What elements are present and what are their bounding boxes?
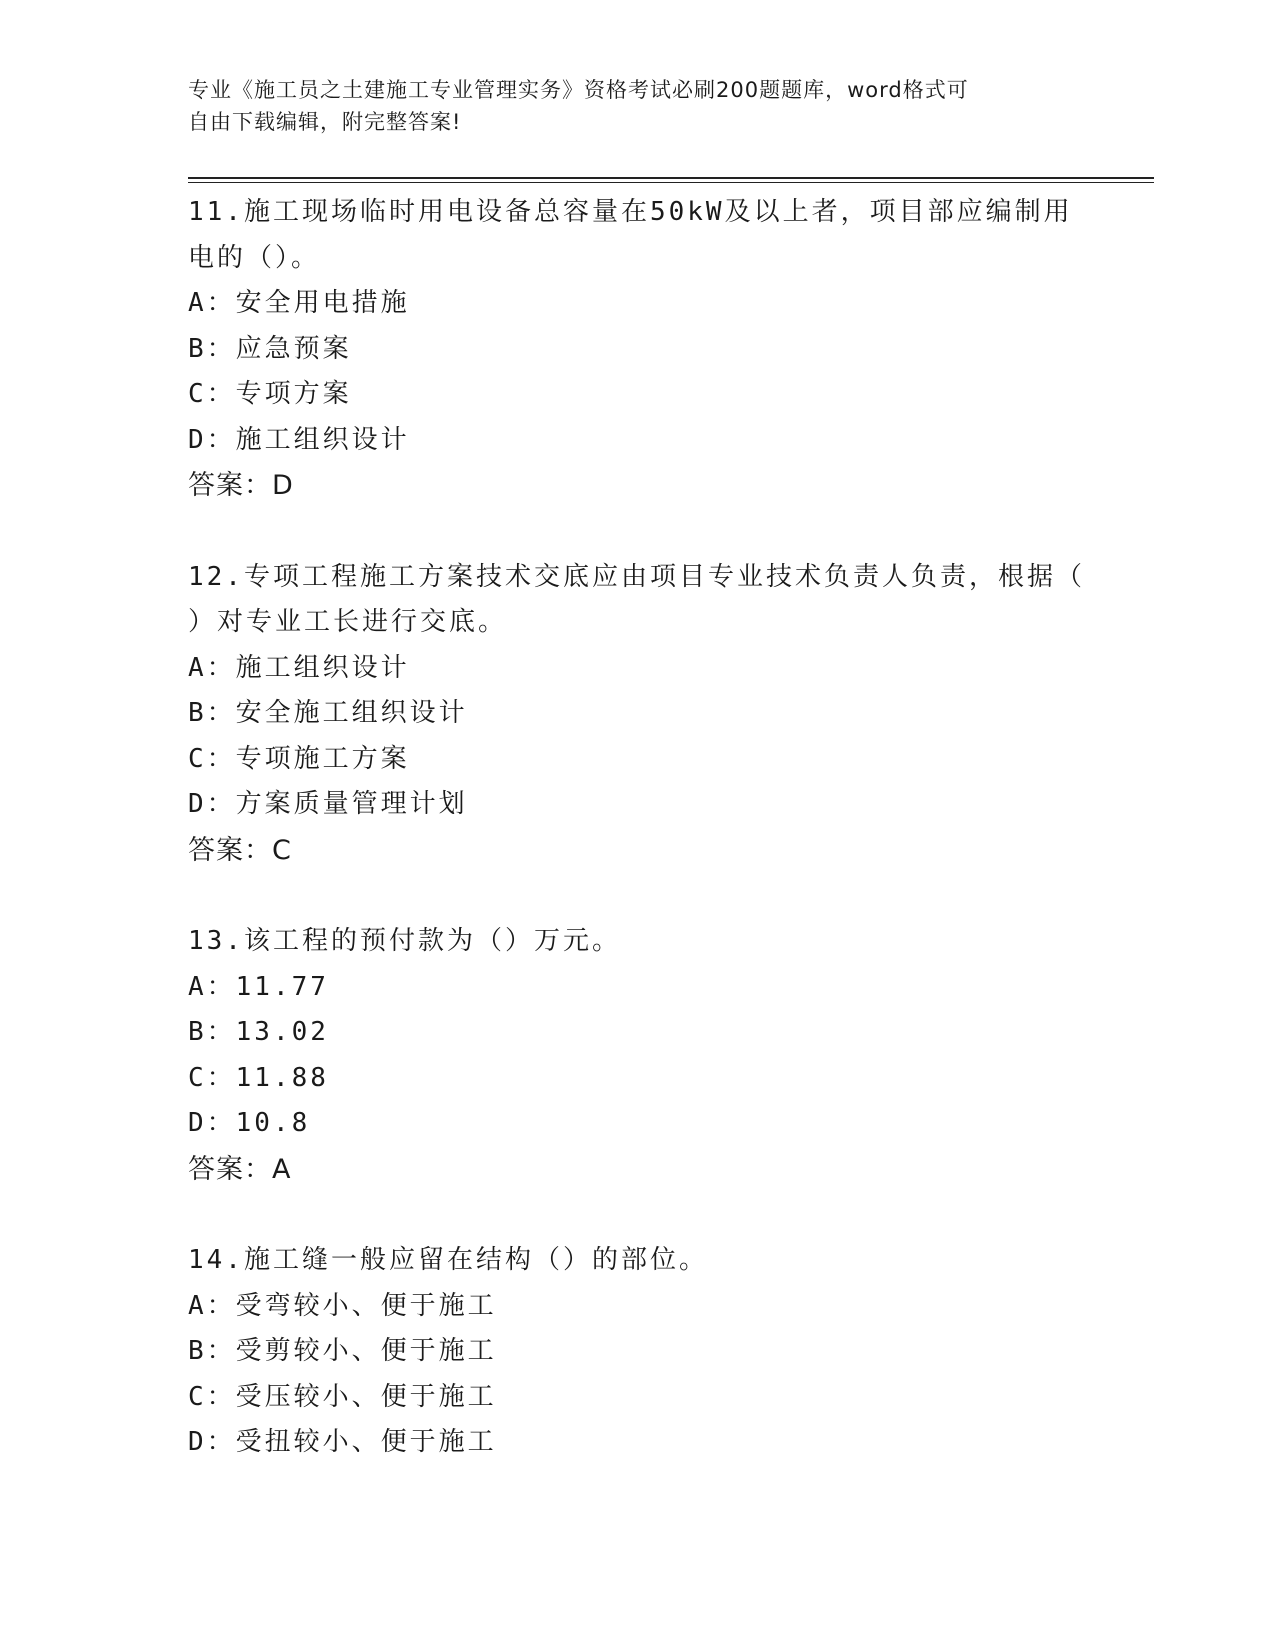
question-stem-line: 电的（）。 <box>188 242 321 273</box>
option-c: C：11.88 <box>188 1062 329 1093</box>
option-c: C：受压较小、便于施工 <box>188 1381 497 1412</box>
question-stem-line: 11.施工现场临时用电设备总容量在50kW及以上者，项目部应编制用 <box>188 197 1073 227</box>
option-a: A：受弯较小、便于施工 <box>188 1290 497 1321</box>
option-d: D：方案质量管理计划 <box>188 789 468 819</box>
option-d: D：施工组织设计 <box>188 424 410 455</box>
option-d: D：受扭较小、便于施工 <box>188 1427 497 1457</box>
question-stem-line: ）对专业工长进行交底。 <box>188 607 508 637</box>
option-b: B：13.02 <box>188 1017 329 1047</box>
option-b: B：应急预案 <box>188 333 352 364</box>
answer-line: 答案：D <box>188 470 294 501</box>
option-a: A：11.77 <box>188 971 329 1002</box>
header-line-1: 专业《施工员之土建施工专业管理实务》资格考试必刷200题题库，word格式可 <box>188 78 969 102</box>
question-13 <box>188 919 1088 1192</box>
question-14 <box>188 1238 1088 1466</box>
option-c: C：专项施工方案 <box>188 743 410 774</box>
question-12 <box>188 555 1088 874</box>
option-d: D：10.8 <box>188 1108 311 1138</box>
header-line-2: 自由下载编辑，附完整答案! <box>188 110 462 134</box>
option-b: B：受剪较小、便于施工 <box>188 1336 497 1366</box>
header-divider-thin <box>188 182 1154 183</box>
question-stem-line: 14.施工缝一般应留在结构（）的部位。 <box>188 1245 708 1275</box>
option-a: A：安全用电措施 <box>188 288 410 318</box>
answer-line: 答案：C <box>188 834 292 866</box>
option-b: B：安全施工组织设计 <box>188 698 468 728</box>
question-stem-line: 12.专项工程施工方案技术交底应由项目专业技术负责人负责，根据（ <box>188 561 1085 592</box>
header-divider-thick <box>188 177 1154 179</box>
document-header <box>188 74 1068 138</box>
question-list <box>188 190 1088 1512</box>
question-stem-line: 13.该工程的预付款为（）万元。 <box>188 926 621 956</box>
option-a: A：施工组织设计 <box>188 652 410 683</box>
answer-line: 答案：A <box>188 1153 292 1185</box>
question-11 <box>188 190 1088 509</box>
option-c: C：专项方案 <box>188 379 352 409</box>
